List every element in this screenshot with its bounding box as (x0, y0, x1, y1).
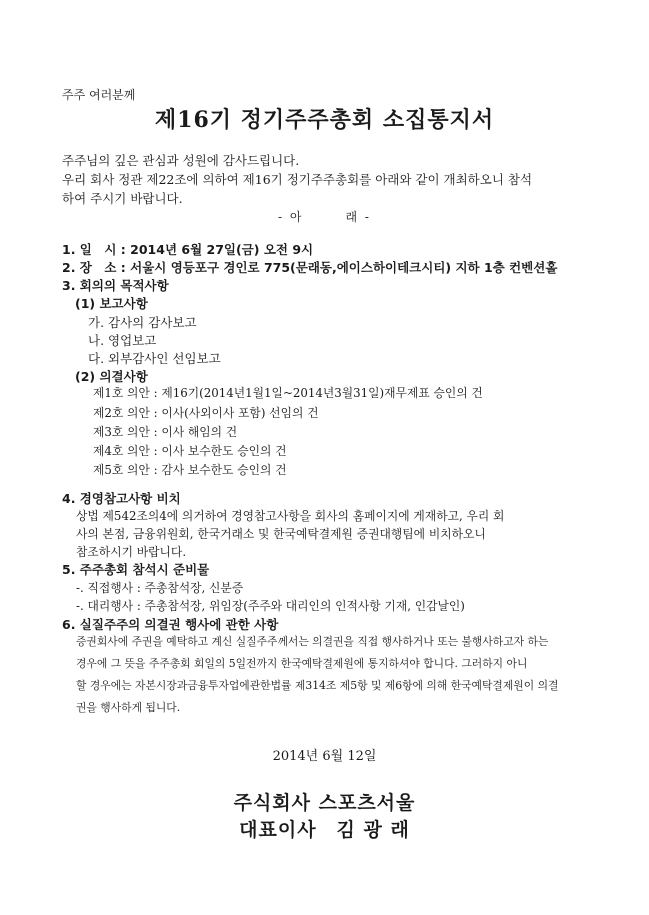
resolution-item: 제2호 의안 : 이사(사외이사 포함) 선임의 건 (93, 406, 319, 420)
proxy-line: 증권회사에 주권을 예탁하고 계신 실질주주께서는 의결권을 직접 행사하거나 또는 불행사하고자 하는 (76, 635, 549, 648)
ceo-name: 대표이사 김 광 래 (239, 819, 410, 841)
issue-date: 2014년 6월 12일 (272, 749, 377, 764)
agenda-title: 3. 회의의 목적사항 (62, 278, 169, 293)
page-title: 제16기 정기주주총회 소집통지서 (154, 107, 495, 133)
report-title: (1) 보고사항 (75, 296, 148, 311)
report-item: 나. 영업보고 (88, 333, 157, 348)
resolution-item: 제1호 의안 : 제16기(2014년1월1일~2014년3월31일)재무제표 승인의 건 (93, 386, 483, 400)
reference-line: 상법 제542조의4에 의거하여 경영참고사항을 회사의 홈페이지에 게재하고, 우리 회 (76, 509, 505, 523)
preparation-item: -. 대리행사 : 주총참석장, 위임장(주주와 대리인의 인적사항 기재, 인감날인) (76, 599, 465, 613)
resolution-title: (2) 의결사항 (75, 369, 148, 384)
proxy-line: 경우에 그 뜻을 주주총회 회일의 5일전까지 한국예탁결제원에 통지하셔야 합니다. 그러하지 아니 (76, 657, 528, 670)
intro-line-1: 주주님의 깊은 관심과 성원에 감사드립니다. (62, 153, 300, 168)
salutation: 주주 여러분께 (62, 88, 136, 102)
reference-title: 4. 경영참고사항 비치 (62, 491, 181, 506)
preparation-item: -. 직접행사 : 주총참석장, 신분증 (76, 581, 244, 595)
proxy-line: 할 경우에는 자본시장과금융투자업에관한법률 제314조 제5항 및 제6항에 의해 한국예탁결제원이 의결 (76, 679, 559, 692)
resolution-item: 제4호 의안 : 이사 보수한도 승인의 건 (93, 444, 287, 458)
resolution-item: 제5호 의안 : 감사 보수한도 승인의 건 (93, 463, 287, 477)
reference-line: 참조하시기 바랍니다. (76, 545, 187, 559)
reference-line: 사의 본점, 금융위원회, 한국거래소 및 한국예탁결제원 증권대행팀에 비치하오니 (76, 527, 486, 541)
proxy-line: 권을 행사하게 됩니다. (76, 701, 181, 714)
intro-line-3: 하여 주시기 바랍니다. (62, 191, 183, 206)
meeting-place: 2. 장 소 : 서울시 영등포구 경인로 775(문래동,에이스하이테크시티) 지하 1층 컨벤션홀 (62, 260, 558, 275)
report-item: 다. 외부감사인 선임보고 (88, 351, 221, 366)
below-marker: - 아 래 - (278, 210, 371, 224)
report-item: 가. 감사의 감사보고 (88, 315, 197, 330)
intro-line-2: 우리 회사 정관 제22조에 의하여 제16기 정기주주총회를 아래와 같이 개최하오니 참석 (62, 172, 533, 187)
proxy-title: 6. 실질주주의 의결권 행사에 관한 사항 (62, 617, 279, 632)
resolution-item: 제3호 의안 : 이사 해임의 건 (93, 425, 238, 439)
company-name: 주식회사 스포츠서울 (233, 792, 416, 814)
meeting-date: 1. 일 시 : 2014년 6월 27일(금) 오전 9시 (62, 242, 314, 257)
preparation-title: 5. 주주총회 참석시 준비물 (62, 562, 210, 577)
